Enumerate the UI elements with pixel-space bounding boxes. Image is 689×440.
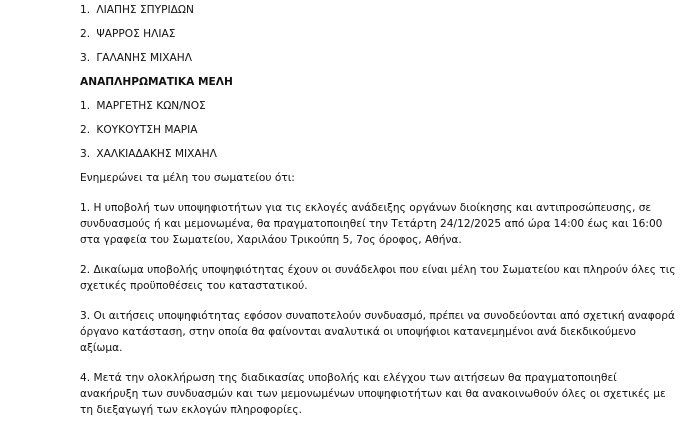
- list-item-name: ΧΑΛΚΙΑΔΑΚΗΣ ΜΙΧΑΗΛ: [96, 148, 217, 160]
- list-item-name: ΛΙΑΠΗΣ ΣΠΥΡΙΔΩΝ: [96, 4, 194, 16]
- list-item-number: 2.: [80, 124, 91, 136]
- paragraph-3: 3. Οι αιτήσεις υποψηφιότητας εφόσον συναποτελούν συνδυασμό, πρέπει να συνοδεύονται από σχετική αναφορά όργανο κατάσταση, στην οποία θα φαίνονται αναλυτικά οι υποψήφιοι κατανεμημένοι ανά διεκδικούμενο αξίωμα.: [80, 310, 675, 354]
- list-item-name: ΚΟΥΚΟΥΤΣΗ ΜΑΡΙΑ: [96, 124, 198, 136]
- paragraph-1: 1. Η υποβολή των υποψηφιοτήτων για τις εκλογές ανάδειξης οργάνων διοίκησης και αντιπροσώπευσης, σε συνδυασμούς ή και μεμονωμένα, θα πραγματοποιηθεί την Τετάρτη 24/12/2025 από ώρα 14:00 έως και 16:00 στα γραφεία του Σωματείου, Χαριλάου Τρικούπη 5, 7ος όροφος, Αθήνα.: [80, 202, 663, 246]
- alternate-members-list: [80, 94, 680, 166]
- document-body: [80, 0, 680, 418]
- list-item-name: ΨΑΡΡΟΣ ΗΛΙΑΣ: [96, 28, 176, 40]
- list-item-number: 1.: [80, 4, 91, 16]
- list-item: [80, 94, 680, 118]
- list-item-number: 3.: [80, 148, 91, 160]
- list-item-name: ΓΑΛΑΝΗΣ ΜΙΧΑΗΛ: [96, 52, 192, 64]
- alternate-members-heading: ΑΝΑΠΛΗΡΩΜΑΤΙΚΑ ΜΕΛΗ: [80, 76, 233, 88]
- list-item: [80, 46, 680, 70]
- paragraph-2: 2. Δικαίωμα υποβολής υποψηφιότητας έχουν οι συνάδελφοι που είναι μέλη του Σωματείου και πληρούν όλες τις σχετικές προϋποθέσεις του καταστατικού.: [80, 264, 676, 292]
- regular-members-list: [80, 0, 680, 70]
- list-item-number: 3.: [80, 52, 91, 64]
- list-item: [80, 118, 680, 142]
- list-item-name: ΜΑΡΓΕΤΗΣ ΚΩΝ/ΝΟΣ: [96, 100, 206, 112]
- list-item: [80, 0, 680, 22]
- list-item-number: 1.: [80, 100, 91, 112]
- list-item: [80, 22, 680, 46]
- paragraph-4: 4. Μετά την ολοκλήρωση της διαδικασίας υποβολής και ελέγχου των αιτήσεων θα πραγματοποιηθεί ανακήρυξη των συνδυασμών και των μεμονωμένων υποψηφιοτήτων και θα ανακοινωθούν όλες οι σχετικές με τη διεξαγωγή των εκλογών πληροφορίες.: [80, 372, 666, 416]
- list-item-number: 2.: [80, 28, 91, 40]
- list-item: [80, 142, 680, 166]
- intro-text: Ενημερώνει τα μέλη του σωματείου ότι:: [80, 172, 295, 184]
